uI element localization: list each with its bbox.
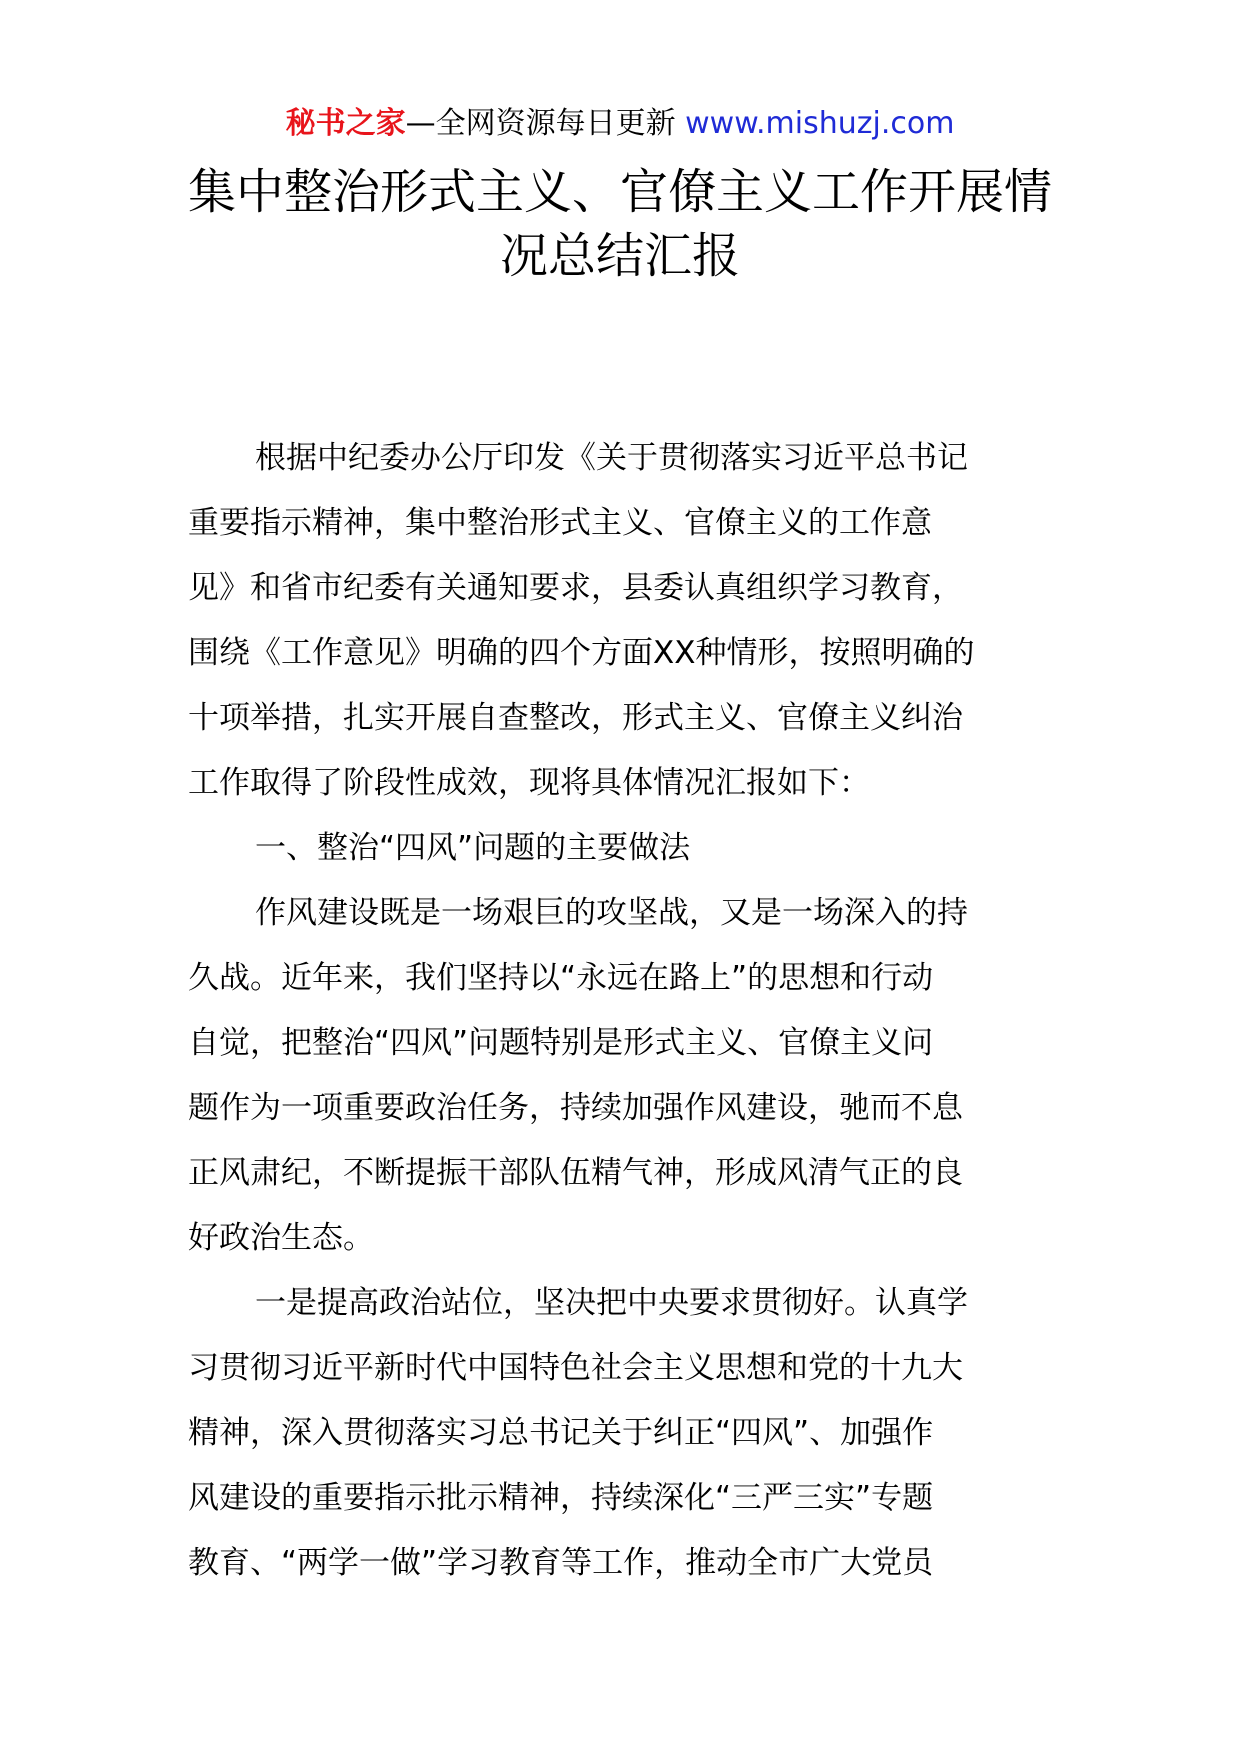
paragraph-line: 正风肃纪，不断提振干部队伍精气神，形成风清气正的良 <box>188 1155 963 1191</box>
site-url-link[interactable]: www.mishuzj.com <box>685 106 955 141</box>
paragraph-line: 围绕《工作意见》明确的四个方面XX种情形，按照明确的 <box>188 635 975 671</box>
title-line: 集中整治形式主义、官僚主义工作开展情 <box>187 164 1052 220</box>
paragraph-line: 十项举措，扎实开展自查整改，形式主义、官僚主义纠治 <box>188 700 963 736</box>
document-title <box>150 160 1090 288</box>
paragraph-line: 见》和省市纪委有关通知要求，县委认真组织学习教育， <box>188 570 963 606</box>
title-line: 况总结汇报 <box>499 228 740 284</box>
paragraph-line: 风建设的重要指示批示精神，持续深化“三严三实”专题 <box>188 1480 934 1516</box>
paragraph-line: 题作为一项重要政治任务，持续加强作风建设，驰而不息 <box>188 1090 963 1126</box>
paragraph-line: 教育、“两学一做”学习教育等工作，推动全市广大党员 <box>188 1545 934 1581</box>
site-brand: 秘书之家 <box>285 106 406 141</box>
paragraph-line: 好政治生态。 <box>188 1220 374 1256</box>
paragraph-line: 一是提高政治站位，坚决把中央要求贯彻好。认真学 <box>255 1285 968 1321</box>
paragraph-line: 重要指示精神，集中整治形式主义、官僚主义的工作意 <box>188 505 932 541</box>
document-body <box>188 426 1058 1596</box>
paragraph-line: 久战。近年来，我们坚持以“永远在路上”的思想和行动 <box>188 960 934 996</box>
paragraph-line: 作风建设既是一场艰巨的攻坚战，又是一场深入的持 <box>255 895 968 931</box>
paragraph-line: 根据中纪委办公厅印发《关于贯彻落实习近平总书记 <box>255 440 968 476</box>
site-header <box>0 100 1240 148</box>
paragraph-line: 工作取得了阶段性成效，现将具体情况汇报如下： <box>188 765 870 801</box>
paragraph-line: 习贯彻习近平新时代中国特色社会主义思想和党的十九大 <box>188 1350 963 1386</box>
site-tagline: —全网资源每日更新 <box>405 106 686 141</box>
paragraph-line: 自觉，把整治“四风”问题特别是形式主义、官僚主义问 <box>188 1025 934 1061</box>
section-heading: 一、整治“四风”问题的主要做法 <box>255 830 691 866</box>
paragraph-line: 精神，深入贯彻落实习总书记关于纠正“四风”、加强作 <box>188 1415 934 1451</box>
